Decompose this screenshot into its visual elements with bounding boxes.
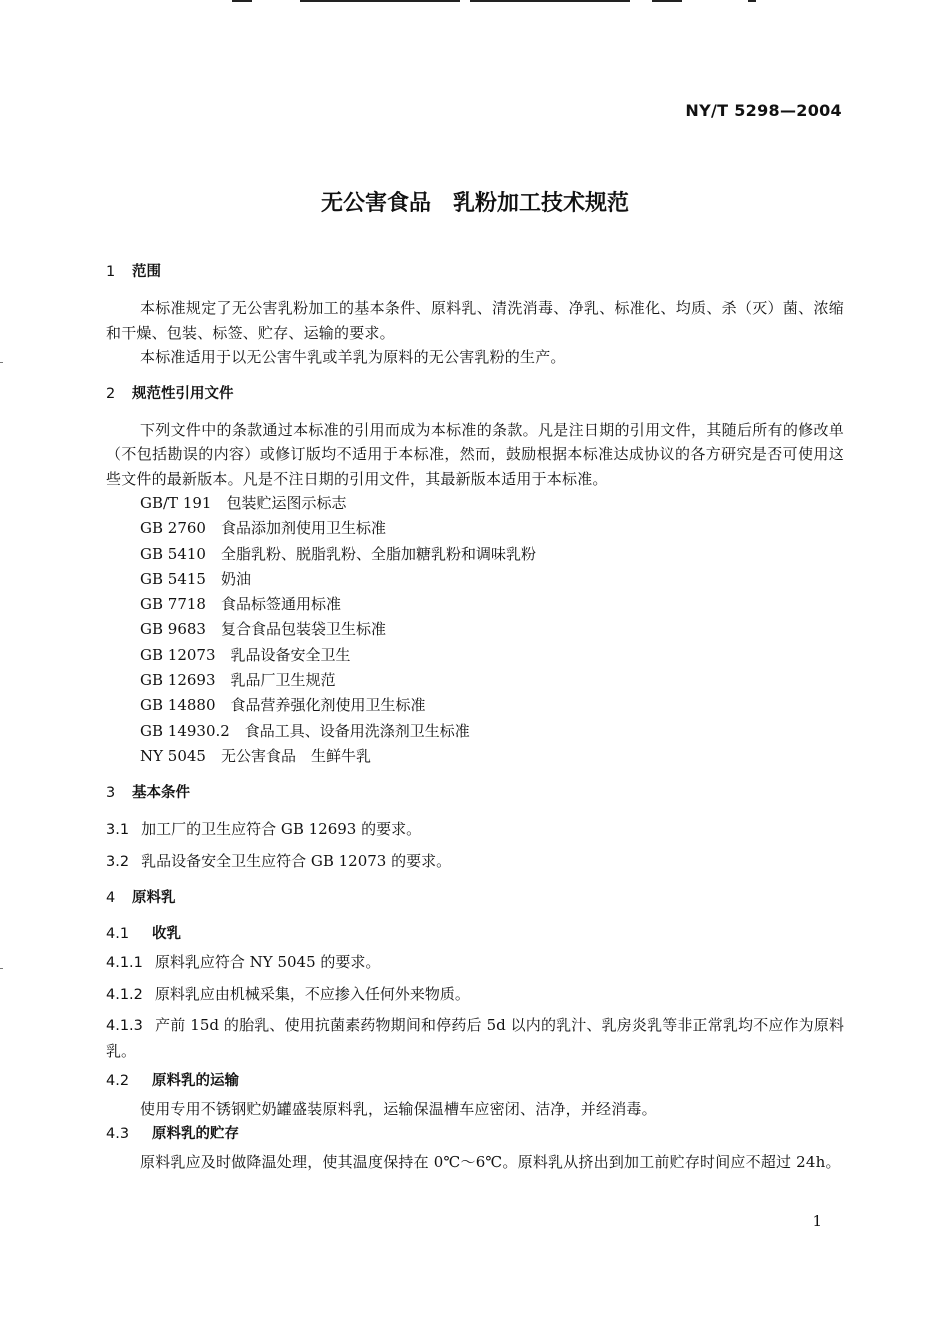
section-heading: 1 范围 — [106, 264, 161, 280]
reference-item: NY 5045 无公害食品 生鲜牛乳 — [140, 746, 371, 765]
clause: 3.2 乳品设备安全卫生应符合 GB 12073 的要求。 — [106, 851, 452, 870]
clause: 3.1 加工厂的卫生应符合 GB 12693 的要求。 — [106, 820, 422, 839]
subsection-heading: 4.3 原料乳的贮存 — [106, 1125, 239, 1142]
reference-item: GB 14930.2 食品工具、设备用洗涤剂卫生标准 — [140, 721, 470, 740]
paragraph: 使用专用不锈钢贮奶罐盛装原料乳，运输保温槽车应密闭、洁净，并经消毒。 — [140, 1100, 657, 1119]
scan-mark — [300, 0, 460, 2]
reference-item: GB 12693 乳品厂卫生规范 — [140, 671, 336, 690]
page-number: 1 — [812, 1212, 822, 1230]
scan-mark — [0, 968, 3, 969]
scan-mark — [470, 0, 630, 2]
section-heading: 3 基本条件 — [106, 785, 190, 802]
reference-item: GB 14880 食品营养强化剂使用卫生标准 — [140, 696, 426, 715]
reference-item: GB 7718 食品标签通用标准 — [140, 595, 341, 614]
reference-item: GB 12073 乳品设备安全卫生 — [140, 645, 351, 664]
scan-mark — [748, 0, 756, 2]
scan-mark — [0, 362, 3, 363]
clause: 4.1.3 产前 15d 的胎乳、使用抗菌素药物期间和停药后 5d 以内的乳汁、乳房炎乳等非正常乳均不应作为原料乳。 — [106, 1016, 844, 1060]
standard-code: NY/T 5298—2004 — [685, 101, 842, 120]
document-body — [106, 260, 844, 1186]
section-scope — [106, 260, 844, 370]
subsection-heading: 4.1 收乳 — [106, 926, 181, 943]
reference-item: GB 9683 复合食品包装袋卫生标准 — [140, 620, 386, 639]
scan-mark — [232, 0, 252, 2]
scan-mark — [652, 0, 682, 2]
section-raw-milk — [106, 886, 844, 1174]
reference-item: GB 2760 食品添加剂使用卫生标准 — [140, 519, 386, 538]
section-heading: 4 原料乳 — [106, 890, 176, 907]
subsection-heading: 4.2 原料乳的运输 — [106, 1073, 239, 1090]
paragraph: 本标准适用于以无公害牛乳或羊乳为原料的无公害乳粉的生产。 — [140, 348, 566, 366]
reference-item: GB 5410 全脂乳粉、脱脂乳粉、全脂加糖乳粉和调味乳粉 — [140, 544, 536, 563]
section-basic-conditions — [106, 781, 844, 874]
section-normative-references — [106, 382, 844, 770]
clause: 4.1.2 原料乳应由机械采集，不应掺入任何外来物质。 — [106, 984, 470, 1003]
section-heading: 2 规范性引用文件 — [106, 385, 234, 402]
reference-list — [106, 491, 844, 769]
document-title: 无公害食品 乳粉加工技术规范 — [320, 191, 629, 216]
reference-item: GB/T 191 包装贮运图示标志 — [140, 494, 347, 512]
paragraph: 本标准规定了无公害乳粉加工的基本条件、原料乳、清洗消毒、净乳、标准化、均质、杀（灭）菌、浓缩和干燥、包装、标签、贮存、运输的要求。 — [106, 299, 844, 342]
clause: 4.1.1 原料乳应符合 NY 5045 的要求。 — [106, 953, 381, 972]
paragraph: 下列文件中的条款通过本标准的引用而成为本标准的条款。凡是注日期的引用文件，其随后所有的修改单（不包括勘误的内容）或修订版均不适用于本标准，然而，鼓励根据本标准达成协议的各方研究是否可使用这些文件的最新版本。凡是不注日期的引用文件，其最新版本适用于本标准。 — [106, 420, 844, 488]
paragraph: 原料乳应及时做降温处理，使其温度保持在 0℃～6℃。原料乳从挤出到加工前贮存时间应不超过 24h。 — [140, 1152, 841, 1171]
reference-item: GB 5415 奶油 — [140, 569, 251, 588]
